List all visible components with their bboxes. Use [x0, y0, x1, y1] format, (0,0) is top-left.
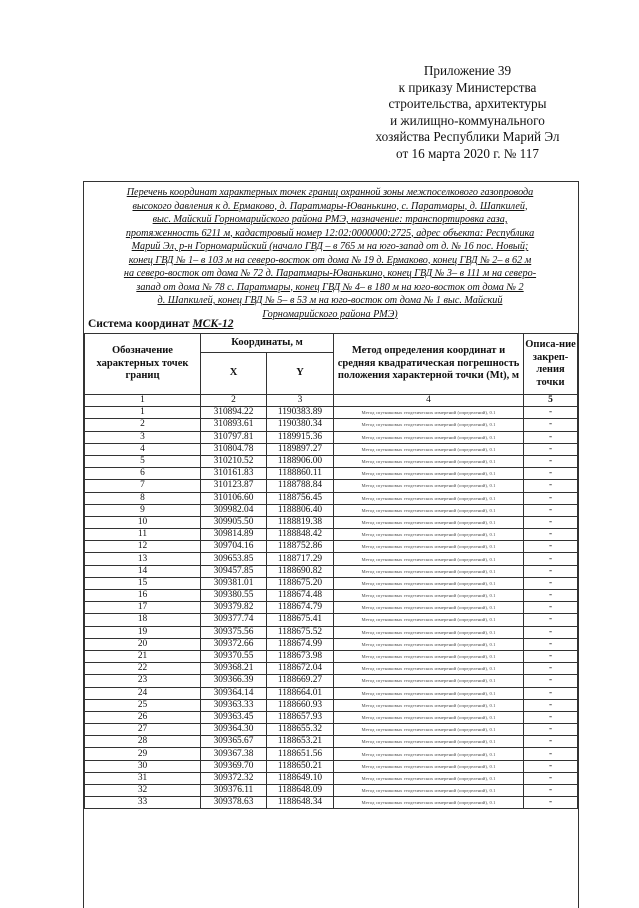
point-number-cell: 13 [85, 553, 201, 565]
y-coordinate-cell: 1188653.21 [267, 736, 334, 748]
method-cell: Метод спутниковых геодезических измерений (определений), 0.1 [334, 785, 524, 797]
x-coordinate-cell: 309376.11 [201, 785, 267, 797]
table-row [85, 529, 578, 541]
point-number-cell: 18 [85, 614, 201, 626]
coordinate-system-code: МСК-12 [192, 318, 234, 330]
method-cell: Метод спутниковых геодезических измерений (определений), 0.1 [334, 590, 524, 602]
header-method: Метод определения координат и средняя квадратическая погрешность положения характерной точки (Mt), м [334, 334, 524, 395]
fixing-cell: - [524, 504, 578, 516]
fixing-cell: - [524, 638, 578, 650]
table-row [85, 553, 578, 565]
table-row [85, 590, 578, 602]
table-row [85, 419, 578, 431]
fixing-cell: - [524, 480, 578, 492]
header-coords: Координаты, м [201, 334, 334, 353]
point-number-cell: 9 [85, 504, 201, 516]
table-row [85, 736, 578, 748]
x-coordinate-cell: 309375.56 [201, 626, 267, 638]
point-number-cell: 27 [85, 724, 201, 736]
method-cell: Метод спутниковых геодезических измерений (определений), 0.1 [334, 711, 524, 723]
title-line: выс. Майский Горномарийского района РМЭ, назначение: транспортировка газа, [152, 214, 508, 225]
table-row [85, 541, 578, 553]
fixing-cell: - [524, 711, 578, 723]
fixing-cell: - [524, 663, 578, 675]
fixing-cell: - [524, 443, 578, 455]
x-coordinate-cell: 310894.22 [201, 407, 267, 419]
table-row [85, 687, 578, 699]
method-cell: Метод спутниковых геодезических измерений (определений), 0.1 [334, 675, 524, 687]
table-row [85, 516, 578, 528]
point-number-cell: 33 [85, 797, 201, 809]
x-coordinate-cell: 309368.21 [201, 663, 267, 675]
point-number-cell: 20 [85, 638, 201, 650]
x-coordinate-cell: 309366.39 [201, 675, 267, 687]
header-point: Обозначение характерных точек границ [85, 334, 201, 395]
method-cell: Метод спутниковых геодезических измерений (определений), 0.1 [334, 687, 524, 699]
fixing-cell: - [524, 797, 578, 809]
x-coordinate-cell: 309377.74 [201, 614, 267, 626]
y-coordinate-cell: 1188675.20 [267, 577, 334, 589]
point-number-cell: 7 [85, 480, 201, 492]
point-number-cell: 21 [85, 650, 201, 662]
point-number-cell: 4 [85, 443, 201, 455]
coordinates-table [84, 333, 578, 809]
y-coordinate-cell: 1188806.40 [267, 504, 334, 516]
x-coordinate-cell: 309367.38 [201, 748, 267, 760]
method-cell: Метод спутниковых геодезических измерений (определений), 0.1 [334, 760, 524, 772]
fixing-cell: - [524, 760, 578, 772]
table-row [85, 602, 578, 614]
point-number-cell: 22 [85, 663, 201, 675]
y-coordinate-cell: 1188860.11 [267, 468, 334, 480]
title-line: высокого давления к д. Ермаково, д. Паратмары-Юванькино, с. Паратмары, д. Шапкилей, [132, 200, 528, 212]
point-number-cell: 12 [85, 541, 201, 553]
point-number-cell: 6 [85, 468, 201, 480]
method-cell: Метод спутниковых геодезических измерений (определений), 0.1 [334, 602, 524, 614]
y-coordinate-cell: 1188674.48 [267, 590, 334, 602]
x-coordinate-cell: 310106.60 [201, 492, 267, 504]
method-cell: Метод спутниковых геодезических измерений (определений), 0.1 [334, 431, 524, 443]
method-cell: Метод спутниковых геодезических измерений (определений), 0.1 [334, 663, 524, 675]
table-row [85, 724, 578, 736]
table-row [85, 480, 578, 492]
table-row [85, 565, 578, 577]
table-row [85, 650, 578, 662]
y-coordinate-cell: 1188675.41 [267, 614, 334, 626]
fixing-cell: - [524, 553, 578, 565]
x-coordinate-cell: 309364.14 [201, 687, 267, 699]
method-cell: Метод спутниковых геодезических измерений (определений), 0.1 [334, 541, 524, 553]
table-row [85, 760, 578, 772]
fixing-cell: - [524, 431, 578, 443]
table-row [85, 443, 578, 455]
x-coordinate-cell: 309365.67 [201, 736, 267, 748]
y-coordinate-cell: 1188664.01 [267, 687, 334, 699]
fixing-cell: - [524, 590, 578, 602]
fixing-cell: - [524, 699, 578, 711]
method-cell: Метод спутниковых геодезических измерений (определений), 0.1 [334, 724, 524, 736]
appendix-line: к приказу Министерства [398, 79, 537, 95]
x-coordinate-cell: 309380.55 [201, 590, 267, 602]
method-cell: Метод спутниковых геодезических измерений (определений), 0.1 [334, 419, 524, 431]
title-line: Марий Эл, р-н Горномарийский (начало ГВД – в 765 м на юго-запад от д. № 16 пос. Новый; [131, 241, 529, 252]
table-row [85, 675, 578, 687]
x-coordinate-cell: 309372.32 [201, 772, 267, 784]
table-row [85, 614, 578, 626]
table-row [85, 663, 578, 675]
point-number-cell: 10 [85, 516, 201, 528]
point-number-cell: 23 [85, 675, 201, 687]
y-coordinate-cell: 1188674.99 [267, 638, 334, 650]
appendix-line: и жилищно-коммунального [390, 112, 545, 128]
appendix-line: Приложение 39 [423, 63, 512, 78]
table-row [85, 431, 578, 443]
y-coordinate-cell: 1188819.38 [267, 516, 334, 528]
method-cell: Метод спутниковых геодезических измерений (определений), 0.1 [334, 480, 524, 492]
method-cell: Метод спутниковых геодезических измерений (определений), 0.1 [334, 650, 524, 662]
method-cell: Метод спутниковых геодезических измерений (определений), 0.1 [334, 553, 524, 565]
method-cell: Метод спутниковых геодезических измерений (определений), 0.1 [334, 516, 524, 528]
title-line: д. Шапкилей, конец ГВД № 5– в 53 м на юго-восток от дома № 1 выс. Майский [157, 295, 503, 306]
point-number-cell: 19 [85, 626, 201, 638]
table-row [85, 407, 578, 419]
y-coordinate-cell: 1189897.27 [267, 443, 334, 455]
method-cell: Метод спутниковых геодезических измерений (определений), 0.1 [334, 638, 524, 650]
title-line: Горномарийского района РМЭ) [262, 308, 398, 320]
fixing-cell: - [524, 529, 578, 541]
method-cell: Метод спутниковых геодезических измерений (определений), 0.1 [334, 699, 524, 711]
method-cell: Метод спутниковых геодезических измерений (определений), 0.1 [334, 748, 524, 760]
x-coordinate-cell: 310210.52 [201, 455, 267, 467]
point-number-cell: 2 [85, 419, 201, 431]
y-coordinate-cell: 1188752.86 [267, 541, 334, 553]
fixing-cell: - [524, 736, 578, 748]
fixing-cell: - [524, 468, 578, 480]
table-row [85, 772, 578, 784]
x-coordinate-cell: 310893.61 [201, 419, 267, 431]
y-coordinate-cell: 1188756.45 [267, 492, 334, 504]
table-row [85, 455, 578, 467]
fixing-cell: - [524, 492, 578, 504]
appendix-line: от 16 марта 2020 г. № 117 [396, 145, 539, 161]
fixing-cell: - [524, 687, 578, 699]
y-coordinate-cell: 1188655.32 [267, 724, 334, 736]
x-coordinate-cell: 309814.89 [201, 529, 267, 541]
y-coordinate-cell: 1188657.93 [267, 711, 334, 723]
method-cell: Метод спутниковых геодезических измерений (определений), 0.1 [334, 577, 524, 589]
y-coordinate-cell: 1188660.93 [267, 699, 334, 711]
title-line: запад от дома № 78 с. Паратмары, конец ГВД № 4– в 180 м на юго-восток от дома № 2 [136, 281, 524, 293]
x-coordinate-cell: 309372.66 [201, 638, 267, 650]
point-number-cell: 24 [85, 687, 201, 699]
table-row [85, 577, 578, 589]
table-row [85, 748, 578, 760]
x-coordinate-cell: 309370.55 [201, 650, 267, 662]
appendix-line: хозяйства Республики Марий Эл [375, 129, 560, 145]
method-cell: Метод спутниковых геодезических измерений (определений), 0.1 [334, 504, 524, 516]
method-cell: Метод спутниковых геодезических измерений (определений), 0.1 [334, 736, 524, 748]
column-number: 3 [267, 395, 334, 407]
fixing-cell: - [524, 785, 578, 797]
table-row [85, 504, 578, 516]
fixing-cell: - [524, 626, 578, 638]
x-coordinate-cell: 309982.04 [201, 504, 267, 516]
x-coordinate-cell: 309363.45 [201, 711, 267, 723]
column-number: 5 [524, 395, 578, 407]
fixing-cell: - [524, 541, 578, 553]
fixing-cell: - [524, 516, 578, 528]
x-coordinate-cell: 309369.70 [201, 760, 267, 772]
x-coordinate-cell: 310161.83 [201, 468, 267, 480]
appendix-line: строительства, архитектуры [388, 96, 547, 112]
point-number-cell: 31 [85, 772, 201, 784]
method-cell: Метод спутниковых геодезических измерений (определений), 0.1 [334, 468, 524, 480]
table-row [85, 785, 578, 797]
table-row [85, 468, 578, 480]
y-coordinate-cell: 1188906.00 [267, 455, 334, 467]
method-cell: Метод спутниковых геодезических измерений (определений), 0.1 [334, 626, 524, 638]
point-number-cell: 1 [85, 407, 201, 419]
point-number-cell: 28 [85, 736, 201, 748]
x-coordinate-cell: 309364.30 [201, 724, 267, 736]
y-coordinate-cell: 1189915.36 [267, 431, 334, 443]
column-number-row [85, 395, 578, 407]
x-coordinate-cell: 309363.33 [201, 699, 267, 711]
title-line: конец ГВД № 1– в 103 м на северо-восток от дома № 19 д. Ермаково, конец ГВД № 2– в 62 м [128, 254, 532, 266]
point-number-cell: 3 [85, 431, 201, 443]
y-coordinate-cell: 1188674.79 [267, 602, 334, 614]
method-cell: Метод спутниковых геодезических измерений (определений), 0.1 [334, 407, 524, 419]
y-coordinate-cell: 1188690.82 [267, 565, 334, 577]
table-row [85, 492, 578, 504]
y-coordinate-cell: 1188848.42 [267, 529, 334, 541]
y-coordinate-cell: 1188649.10 [267, 772, 334, 784]
point-number-cell: 29 [85, 748, 201, 760]
y-coordinate-cell: 1188651.56 [267, 748, 334, 760]
coordinate-system-label: Система координат [88, 318, 190, 330]
coordinate-system [88, 318, 233, 330]
y-coordinate-cell: 1188675.52 [267, 626, 334, 638]
fixing-cell: - [524, 407, 578, 419]
fixing-cell: - [524, 565, 578, 577]
table-row [85, 638, 578, 650]
method-cell: Метод спутниковых геодезических измерений (определений), 0.1 [334, 455, 524, 467]
title-line: на северо-восток от дома № 72 д. Паратмары-Юванькино, конец ГВД № 3– в 111 м на северо- [123, 268, 537, 279]
fixing-cell: - [524, 614, 578, 626]
y-coordinate-cell: 1188673.98 [267, 650, 334, 662]
point-number-cell: 32 [85, 785, 201, 797]
y-coordinate-cell: 1188672.04 [267, 663, 334, 675]
fixing-cell: - [524, 455, 578, 467]
x-coordinate-cell: 309379.82 [201, 602, 267, 614]
point-number-cell: 11 [85, 529, 201, 541]
point-number-cell: 30 [85, 760, 201, 772]
table-row [85, 711, 578, 723]
x-coordinate-cell: 310797.81 [201, 431, 267, 443]
fixing-cell: - [524, 650, 578, 662]
fixing-cell: - [524, 419, 578, 431]
point-number-cell: 25 [85, 699, 201, 711]
y-coordinate-cell: 1188788.84 [267, 480, 334, 492]
header-y: Y [267, 353, 334, 395]
x-coordinate-cell: 310804.78 [201, 443, 267, 455]
method-cell: Метод спутниковых геодезических измерений (определений), 0.1 [334, 492, 524, 504]
y-coordinate-cell: 1190383.89 [267, 407, 334, 419]
y-coordinate-cell: 1188669.27 [267, 675, 334, 687]
header-x: X [201, 353, 267, 395]
method-cell: Метод спутниковых геодезических измерений (определений), 0.1 [334, 772, 524, 784]
column-number: 4 [334, 395, 524, 407]
column-number: 2 [201, 395, 267, 407]
fixing-cell: - [524, 577, 578, 589]
table-row [85, 626, 578, 638]
point-number-cell: 15 [85, 577, 201, 589]
fixing-cell: - [524, 675, 578, 687]
point-number-cell: 14 [85, 565, 201, 577]
x-coordinate-cell: 309378.63 [201, 797, 267, 809]
table-row [85, 797, 578, 809]
x-coordinate-cell: 309653.85 [201, 553, 267, 565]
point-number-cell: 16 [85, 590, 201, 602]
method-cell: Метод спутниковых геодезических измерений (определений), 0.1 [334, 529, 524, 541]
method-cell: Метод спутниковых геодезических измерений (определений), 0.1 [334, 565, 524, 577]
y-coordinate-cell: 1188650.21 [267, 760, 334, 772]
fixing-cell: - [524, 724, 578, 736]
document-title [86, 186, 574, 321]
point-number-cell: 17 [85, 602, 201, 614]
column-number: 1 [85, 395, 201, 407]
y-coordinate-cell: 1190380.34 [267, 419, 334, 431]
fixing-cell: - [524, 772, 578, 784]
point-number-cell: 5 [85, 455, 201, 467]
x-coordinate-cell: 309905.50 [201, 516, 267, 528]
title-line: Перечень координат характерных точек границ охранной зоны межпоселкового газопровода [126, 187, 534, 198]
method-cell: Метод спутниковых геодезических измерений (определений), 0.1 [334, 797, 524, 809]
x-coordinate-cell: 309457.85 [201, 565, 267, 577]
method-cell: Метод спутниковых геодезических измерений (определений), 0.1 [334, 614, 524, 626]
x-coordinate-cell: 309381.01 [201, 577, 267, 589]
y-coordinate-cell: 1188648.34 [267, 797, 334, 809]
x-coordinate-cell: 309704.16 [201, 541, 267, 553]
method-cell: Метод спутниковых геодезических измерений (определений), 0.1 [334, 443, 524, 455]
fixing-cell: - [524, 602, 578, 614]
y-coordinate-cell: 1188648.09 [267, 785, 334, 797]
point-number-cell: 26 [85, 711, 201, 723]
x-coordinate-cell: 310123.87 [201, 480, 267, 492]
point-number-cell: 8 [85, 492, 201, 504]
y-coordinate-cell: 1188717.29 [267, 553, 334, 565]
title-line: протяженность 6211 м, кадастровый номер 12:02:0000000:2725, адрес объекта: Республика [125, 227, 535, 239]
table-row [85, 699, 578, 711]
fixing-cell: - [524, 748, 578, 760]
header-fixing: Описа-ние закреп-ления точки [524, 334, 578, 395]
table-header-row [85, 334, 578, 353]
appendix-header [345, 63, 590, 163]
